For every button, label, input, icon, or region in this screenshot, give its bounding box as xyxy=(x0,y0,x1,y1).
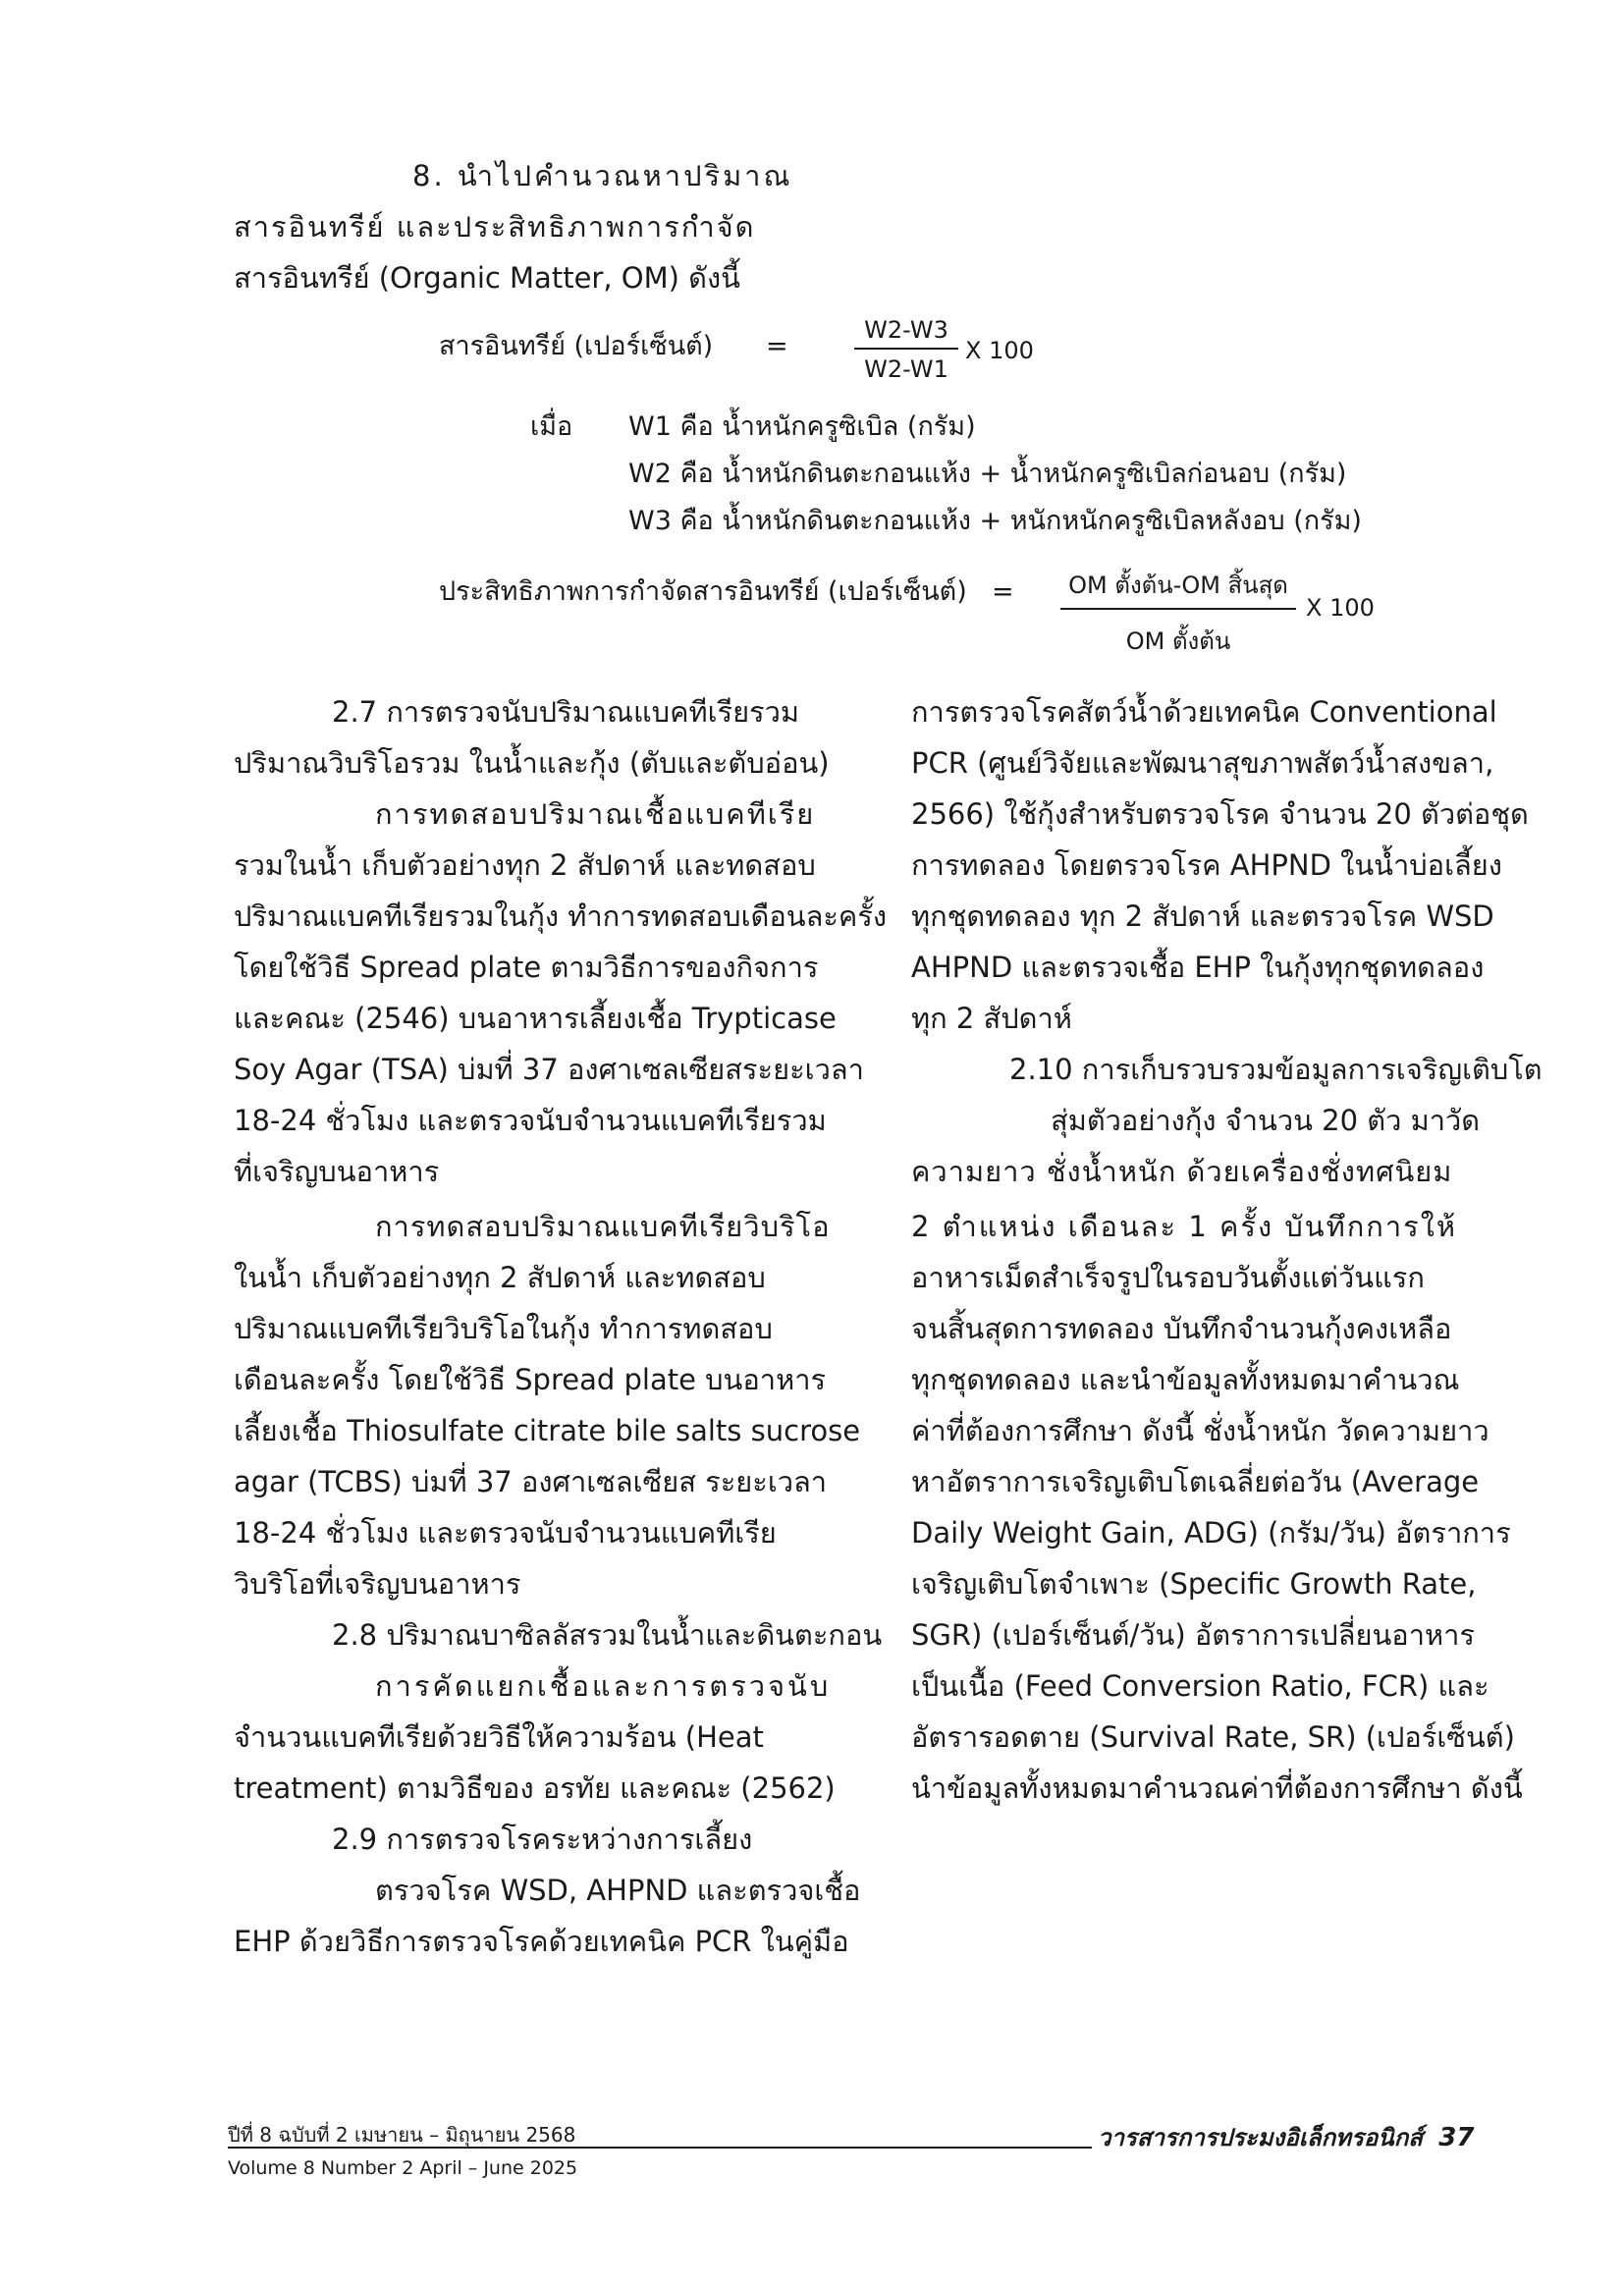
left-line-19: 2.8 ปริมาณบาซิลลัสรวมในน้ำและดินตะกอน xyxy=(332,1618,883,1652)
left-line-20: การคัดแยกเชื้อและการตรวจนับ xyxy=(375,1669,832,1703)
left-line-4: รวมในน้ำ เก็บตัวอย่างทุก 2 สัปดาห์ และทดสอบ xyxy=(234,848,816,882)
left-line-6: โดยใช้วิธี Spread plate ตามวิธีการของกิจการ xyxy=(234,951,819,984)
journal-name: วารสารการประมงอิเล็กทรอนิกส์ xyxy=(1098,2124,1423,2151)
left-line-7: และคณะ (2546) บนอาหารเลี้ยงเชื้อ Trypticase xyxy=(234,1002,837,1035)
left-line-25: EHP ด้วยวิธีการตรวจโรคด้วยเทคนิค PCR ในคู่มือ xyxy=(234,1925,849,1958)
right-line-1: การตรวจโรคสัตว์น้ำด้วยเทคนิค Conventional xyxy=(911,695,1497,729)
right-line-17: Daily Weight Gain, ADG) (กรัม/วัน) อัตราการ xyxy=(911,1516,1511,1550)
left-line-16: agar (TCBS) บ่มที่ 37 องศาเซลเซียส ระยะเวลา xyxy=(234,1465,828,1498)
formula2-fraction xyxy=(1060,566,1296,660)
intro-line-2: สารอินทรีย์ และประสิทธิภาพการกำจัด xyxy=(234,210,756,244)
right-line-15: ค่าที่ต้องการศึกษา ดังนี้ ชั่งน้ำหนัก วัดความยาว xyxy=(911,1414,1489,1447)
where-item-w3: W3 คือ น้ำหนักดินตะกอนแห้ง + หนักหนักครูซิเบิลหลังอบ (กรัม) xyxy=(628,506,1362,536)
formula1-numerator: W2-W3 xyxy=(854,316,958,350)
formula2-denominator: OM ตั้งต้น xyxy=(1125,627,1231,655)
left-line-10: ที่เจริญบนอาหาร xyxy=(234,1155,440,1188)
right-line-11: 2 ตำแหน่ง เดือนละ 1 ครั้ง บันทึกการให้ xyxy=(911,1210,1457,1243)
right-line-3: 2566) ใช้กุ้งสำหรับตรวจโรค จำนวน 20 ตัวต่อชุด xyxy=(911,797,1529,831)
formula1-fraction xyxy=(854,316,958,383)
where-label: เมื่อ xyxy=(530,411,573,442)
footer-journal-name xyxy=(1098,2123,1474,2152)
formula1-multiplier: X 100 xyxy=(965,337,1034,364)
left-line-15: เลี้ยงเชื้อ Thiosulfate citrate bile salts sucrose xyxy=(234,1414,861,1447)
right-line-4: การทดลอง โดยตรวจโรค AHPND ในน้ำบ่อเลี้ยง xyxy=(911,848,1502,882)
left-line-3: การทดสอบปริมาณเชื้อแบคทีเรีย xyxy=(375,797,816,831)
right-line-7: ทุก 2 สัปดาห์ xyxy=(911,1002,1072,1035)
left-line-9: 18-24 ชั่วโมง และตรวจนับจำนวนแบคทีเรียรวม xyxy=(234,1104,827,1137)
page-number: 37 xyxy=(1438,2123,1475,2152)
right-line-10: ความยาว ชั่งน้ำหนัก ด้วยเครื่องชั่งทศนิยม xyxy=(911,1155,1453,1188)
footer-english-issue: Volume 8 Number 2 April – June 2025 xyxy=(228,2157,578,2179)
right-line-18: เจริญเติบโตจำเพาะ (Specific Growth Rate, xyxy=(911,1567,1477,1601)
right-line-2: PCR (ศูนย์วิจัยและพัฒนาสุขภาพสัตว์น้ำสงขลา, xyxy=(911,746,1494,780)
right-line-8: 2.10 การเก็บรวบรวมข้อมูลการเจริญเติบโต xyxy=(1009,1053,1543,1086)
left-line-5: ปริมาณแบคทีเรียรวมในกุ้ง ทำการทดสอบเดือนละครั้ง xyxy=(234,899,888,933)
intro-line-1: 8. นำไปคำนวณหาปริมาณ xyxy=(412,159,793,192)
left-line-13: ปริมาณแบคทีเรียวิบริโอในกุ้ง ทำการทดสอบ xyxy=(234,1312,773,1345)
left-line-21: จำนวนแบคทีเรียด้วยวิธีให้ความร้อน (Heat xyxy=(234,1720,764,1754)
formula2-numerator: OM ตั้งต้น-OM สิ้นสุด xyxy=(1060,566,1296,610)
right-line-16: หาอัตราการเจริญเติบโตเฉลี่ยต่อวัน (Average xyxy=(911,1465,1480,1498)
right-line-19: SGR) (เปอร์เซ็นต์/วัน) อัตราการเปลี่ยนอาหาร xyxy=(911,1618,1475,1652)
left-line-2: ปริมาณวิบริโอรวม ในน้ำและกุ้ง (ตับและตับอ่อน) xyxy=(234,746,830,780)
right-line-9: สุ่มตัวอย่างกุ้ง จำนวน 20 ตัว มาวัด xyxy=(1051,1104,1481,1137)
right-line-21: อัตรารอดตาย (Survival Rate, SR) (เปอร์เซ็นต์) xyxy=(911,1720,1515,1754)
formula1-equals: = xyxy=(766,331,788,361)
formula1-denominator: W2-W1 xyxy=(864,355,948,383)
right-line-6: AHPND และตรวจเชื้อ EHP ในกุ้งทุกชุดทดลอง xyxy=(911,951,1485,984)
formula1-label: สารอินทรีย์ (เปอร์เซ็นต์) xyxy=(439,331,714,361)
left-line-23: 2.9 การตรวจโรคระหว่างการเลี้ยง xyxy=(332,1823,753,1856)
formula2-label: ประสิทธิภาพการกำจัดสารอินทรีย์ (เปอร์เซ็นต์) xyxy=(439,576,967,607)
left-line-17: 18-24 ชั่วโมง และตรวจนับจำนวนแบคทีเรีย xyxy=(234,1516,777,1550)
left-line-14: เดือนละครั้ง โดยใช้วิธี Spread plate บนอาหาร xyxy=(234,1363,827,1396)
left-line-1: 2.7 การตรวจนับปริมาณแบคทีเรียรวม xyxy=(332,695,800,729)
footer-thai-issue: ปีที่ 8 ฉบับที่ 2 เมษายน – มิถุนายน 2568 xyxy=(228,2123,576,2147)
left-line-24: ตรวจโรค WSD, AHPND และตรวจเชื้อ xyxy=(375,1874,861,1907)
right-line-13: จนสิ้นสุดการทดลอง บันทึกจำนวนกุ้งคงเหลือ xyxy=(911,1312,1452,1345)
left-line-8: Soy Agar (TSA) บ่มที่ 37 องศาเซลเซียสระยะเวลา xyxy=(234,1053,864,1086)
right-line-22: นำข้อมูลทั้งหมดมาคำนวณค่าที่ต้องการศึกษา ดังนี้ xyxy=(911,1771,1523,1805)
footer-rule xyxy=(228,2147,1092,2149)
left-line-18: วิบริโอที่เจริญบนอาหาร xyxy=(234,1567,521,1601)
right-line-5: ทุกชุดทดลอง ทุก 2 สัปดาห์ และตรวจโรค WSD xyxy=(911,899,1494,933)
formula2-equals: = xyxy=(992,576,1014,607)
intro-line-3: สารอินทรีย์ (Organic Matter, OM) ดังนี้ xyxy=(234,261,740,295)
where-item-w2: W2 คือ น้ำหนักดินตะกอนแห้ง + น้ำหนักครูซิเบิลก่อนอบ (กรัม) xyxy=(628,459,1347,489)
right-line-20: เป็นเนื้อ (Feed Conversion Ratio, FCR) และ xyxy=(911,1669,1489,1703)
where-item-w1: W1 คือ น้ำหนักครูซิเบิล (กรัม) xyxy=(628,411,976,442)
right-line-12: อาหารเม็ดสำเร็จรูปในรอบวันตั้งแต่วันแรก xyxy=(911,1261,1425,1294)
left-line-12: ในน้ำ เก็บตัวอย่างทุก 2 สัปดาห์ และทดสอบ xyxy=(234,1261,766,1294)
left-line-11: การทดสอบปริมาณแบคทีเรียวิบริโอ xyxy=(375,1210,831,1243)
left-line-22: treatment) ตามวิธีของ อรทัย และคณะ (2562) xyxy=(234,1771,836,1805)
formula2-multiplier: X 100 xyxy=(1306,594,1375,622)
right-line-14: ทุกชุดทดลอง และนำข้อมูลทั้งหมดมาคำนวณ xyxy=(911,1363,1460,1396)
